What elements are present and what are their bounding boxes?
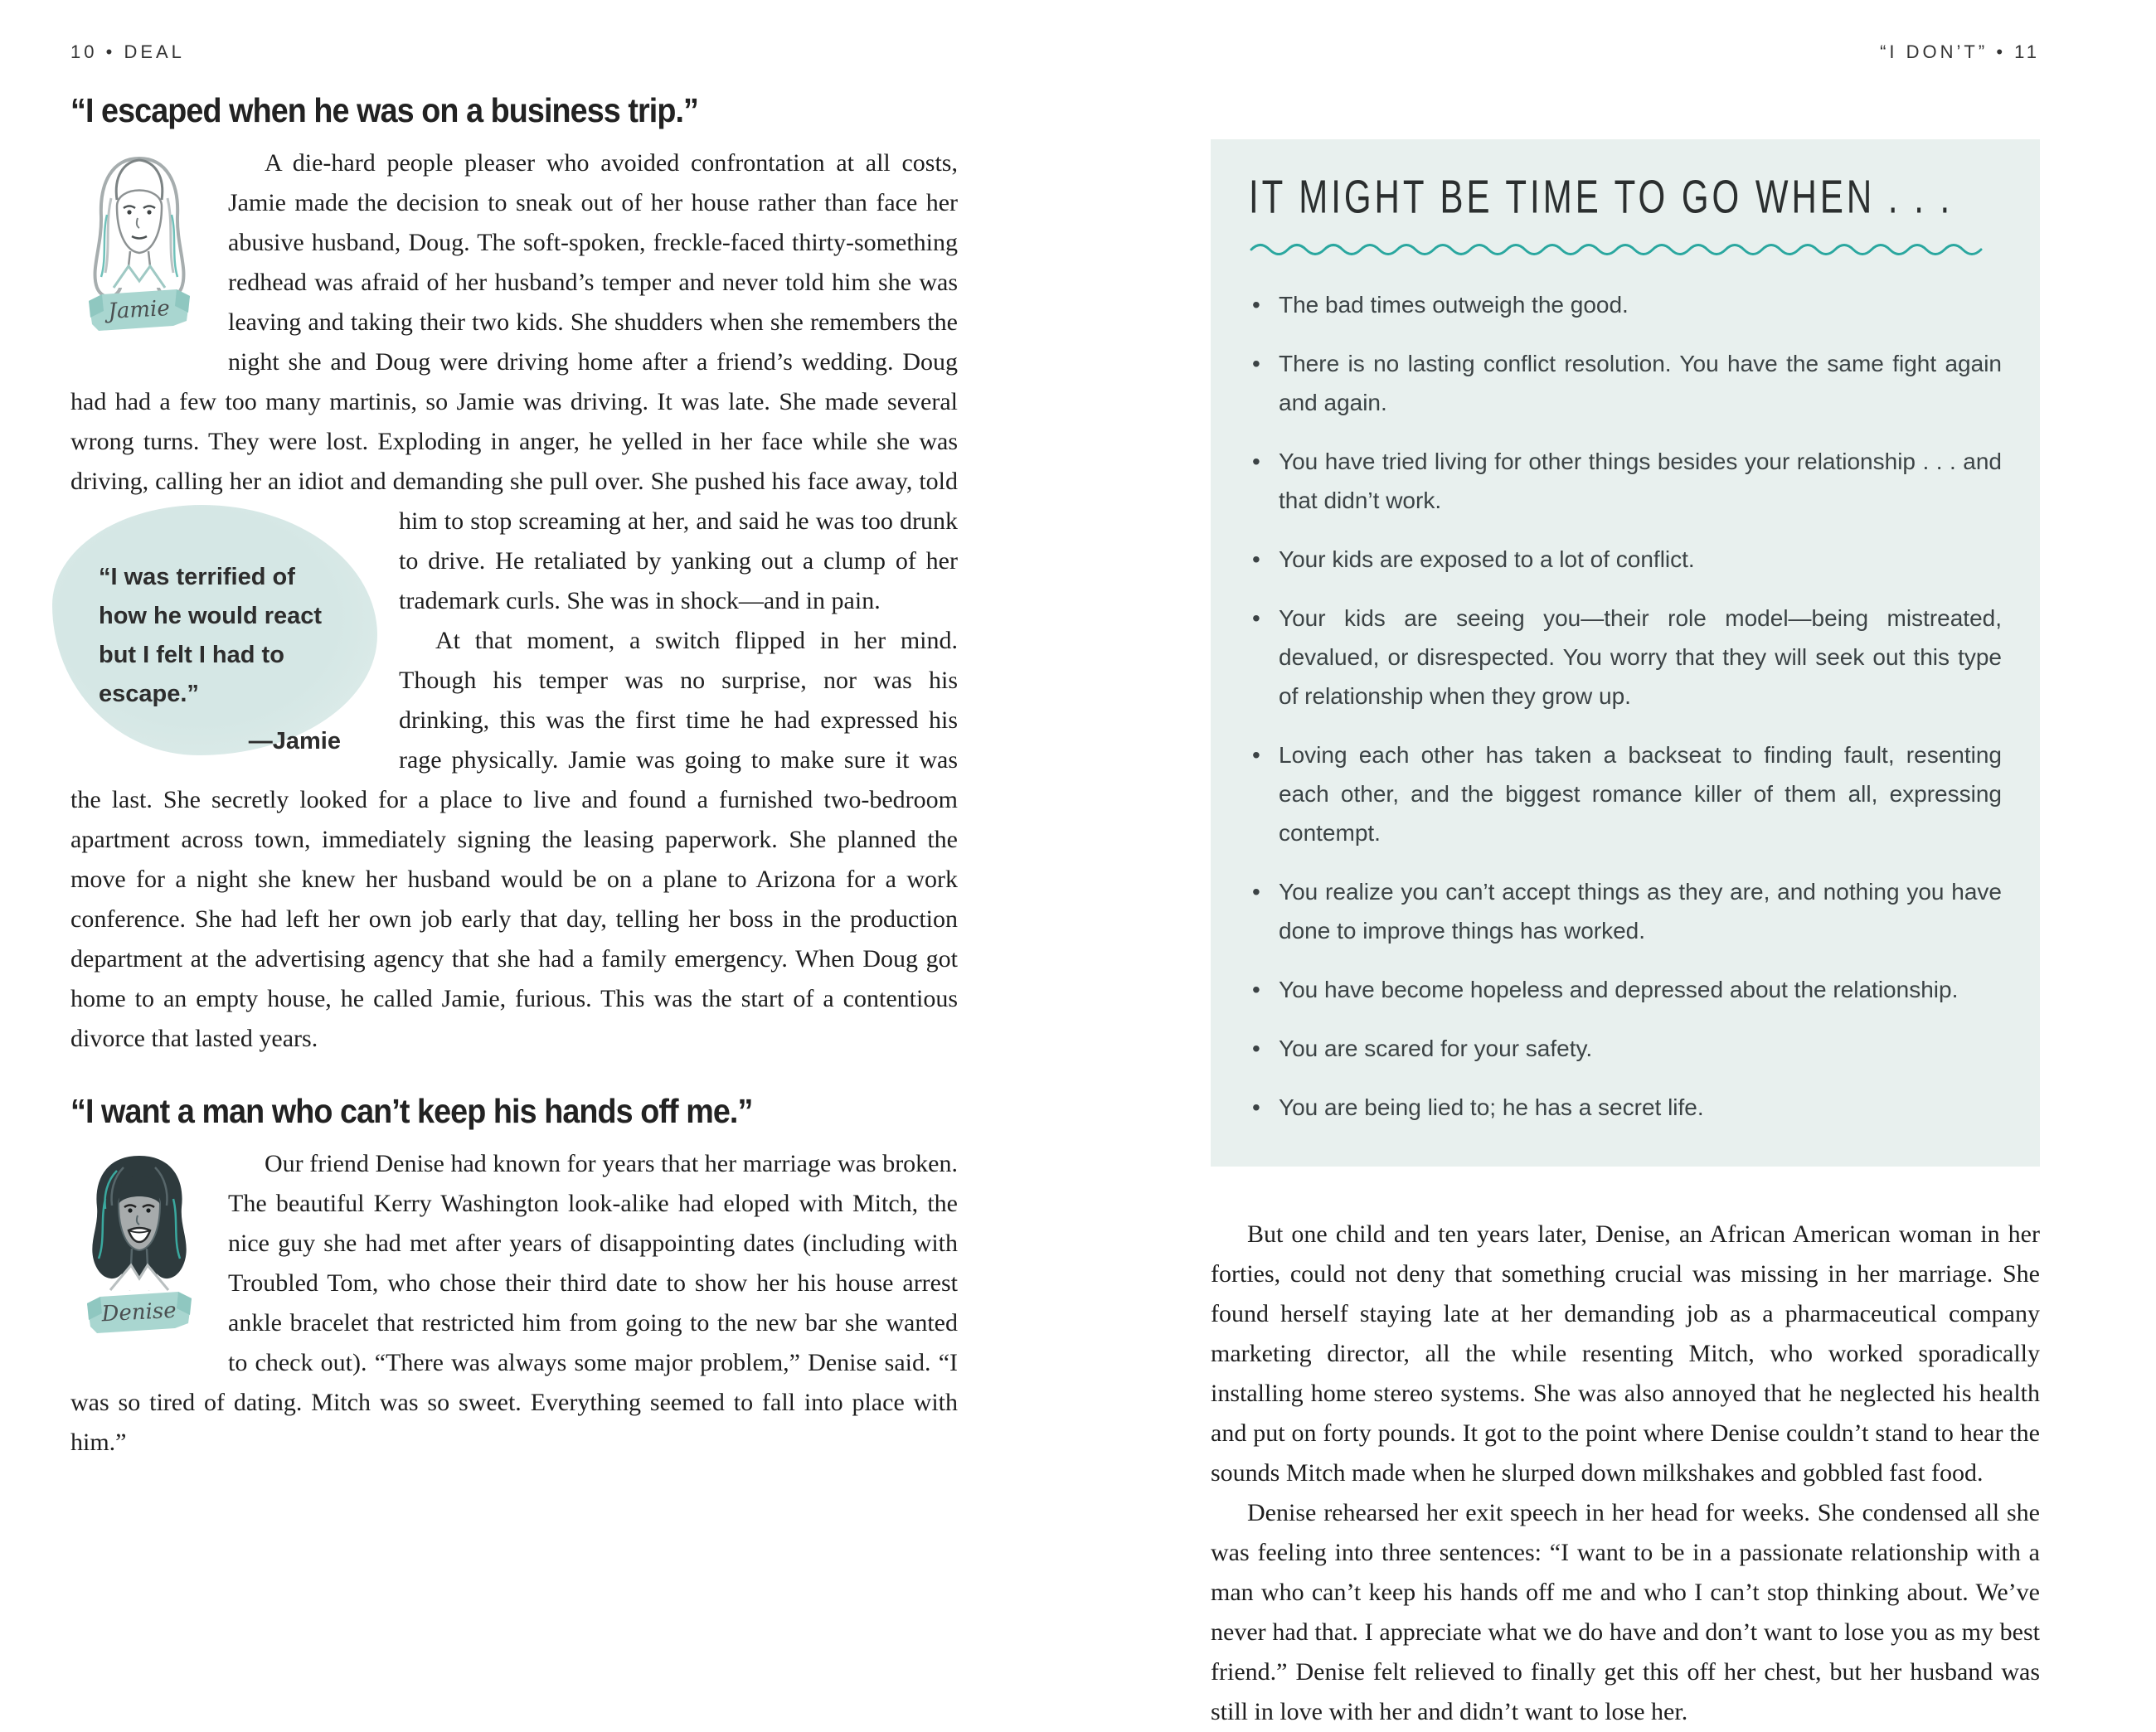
jamie-name-banner: Jamie xyxy=(107,296,171,324)
denise-portrait-illustration xyxy=(74,1149,205,1340)
callout-bullet: • You realize you can’t accept things as they are, and nothing you have done to improve things has worked. xyxy=(1249,872,2002,950)
running-head-separator-right: • xyxy=(1996,41,2007,62)
callout-bullet: • You are scared for your safety. xyxy=(1249,1029,2002,1068)
jamie-portrait-svg xyxy=(74,148,205,339)
callout-bullet: • Your kids are seeing you—their role model—being mistreated, devalued, or disrespected. You worry that they will seek out this type of relationship when they grow up. xyxy=(1249,599,2002,716)
story-heading-jamie: “I escaped when he was on a business trip.” xyxy=(70,91,698,129)
chapter-title: “I DON’T” xyxy=(1880,41,1988,62)
denise-name-banner: Denise xyxy=(100,1298,177,1327)
callout-title: IT MIGHT BE TIME TO GO WHEN . . . xyxy=(1249,170,1954,223)
jamie-story-paragraph-1 xyxy=(70,143,958,754)
wavy-divider xyxy=(1249,240,1999,255)
running-head-right xyxy=(1211,41,2040,63)
book-title: DEAL xyxy=(124,41,185,62)
jamie-story-paragraph-2: At that moment, a switch flipped in her mind. Though his temper was no surprise, nor was his drinking, this was the first time he had expressed his rage physically. Jamie was going to make sure it was the last. She secretly looked for a place to live and found a furnished two-bedroom apartment across town, immediately signing the leasing paperwork. She planned the move for a night she knew her husband would be on a plane to Arizona for a work conference. She had left her own job early that day, telling her boss in the production department at the advertising agency that she had a family emergency. When Doug got home to an empty house, he called Jamie, furious. This was the start of a contentious divorce that lasted years. xyxy=(70,627,958,1052)
jamie-paragraph-text-a: A die-hard people pleaser who avoided confrontation at all costs, Jamie made the decision to sneak out of her house rather than face her abusive husband, Doug. The soft-spoken, freckle-faced thirty-something redhead was afraid of her husband’s temper and never told him she was leaving and taking their two kids. She shudders when she remembers the night she and Doug were driving home after a friend’s wedding. Doug had had a few too many martinis, so Jamie was driving. It was late. She made several wrong turns. They were lost. Exploding in anger, he yelled in her face while she was driving, calling her an idiot and demanding she pull over. She xyxy=(70,149,958,495)
page-number-left: 10 xyxy=(70,41,98,62)
page-right xyxy=(1211,0,2040,1732)
callout-bullet: • The bad times outweigh the good. xyxy=(1249,285,2002,324)
denise-continuation-paragraph-2: Denise rehearsed her exit speech in her head for weeks. She condensed all she was feeling into three sentences: “I want to be in a passionate relationship with a man who can’t keep his hands off me and who I can’t stop thinking about. We’ve never had that. I appreciate what we do have and don’t want to lose you as my best friend.” Denise felt relieved to finally get this off her chest, but her husband was still in love with her and didn’t want to lose her. xyxy=(1211,1499,2040,1725)
page-left xyxy=(70,0,958,1732)
callout-bullet: • There is no lasting conflict resolution. You have the same fight again and again. xyxy=(1249,344,2002,422)
running-head-separator: • xyxy=(105,41,116,62)
denise-story-paragraph-1 xyxy=(70,1144,958,1463)
callout-bullet: • You are being lied to; he has a secret life. xyxy=(1249,1088,2002,1127)
callout-bullet-list xyxy=(1249,285,2002,1127)
callout-bullet: • You have become hopeless and depressed about the relationship. xyxy=(1249,970,2002,1009)
jamie-paragraph-text-b: pushed his face away, told him to stop screaming at her, and said he was too drunk to drive. He retaliated by yanking out a clump of her trademark curls. She was in shock—and in pain. xyxy=(399,468,958,614)
denise-portrait-svg xyxy=(74,1149,205,1340)
pull-quote-text: “I was terrified of how he would react but I felt I had to escape.” xyxy=(99,564,323,707)
denise-paragraph-text: Our friend Denise had known for years that her marriage was broken. The beautiful Kerry Washington look-alike had eloped with Mitch, the nice guy she had met after years of disappointing dates (including with Troubled Tom, who chose their third date to show her his house arrest ankle bracelet that restricted him from going to the new bar she wanted to check out). “There was always some major problem,” Denise said. “I was so tired of dating. Mitch was so sweet. Everything seemed to fall into place with him.” xyxy=(70,1150,958,1456)
callout-bullet: • You have tried living for other things besides your relationship . . . and that didn’t work. xyxy=(1249,442,2002,520)
page-number-right: 11 xyxy=(2014,41,2040,62)
running-head-left xyxy=(70,41,958,63)
jamie-portrait-illustration xyxy=(74,148,205,339)
pull-quote-attribution: —Jamie xyxy=(248,728,341,754)
section-denise xyxy=(70,1092,958,1463)
callout-bullet: • Loving each other has taken a backseat to finding fault, resenting each other, and the biggest romance killer of them all, expressing contempt. xyxy=(1249,735,2002,852)
story-heading-denise: “I want a man who can’t keep his hands off me.” xyxy=(70,1092,753,1130)
time-to-go-callout-box xyxy=(1211,139,2040,1167)
denise-continuation-paragraph-1: But one child and ten years later, Denise, an African American woman in her forties, could not deny that something crucial was missing in her marriage. She found herself staying late at her demanding job as a pharmaceutical company marketing director, all the while resenting Mitch, who worked sporadically installing home stereo systems. She was also annoyed that he neglected his health and put on forty pounds. It got to the point where Denise couldn’t stand to hear the sounds Mitch made when he slurped down milkshakes and gobbled fast food. xyxy=(1211,1220,2040,1487)
callout-bullet: • Your kids are exposed to a lot of conflict. xyxy=(1249,540,2002,579)
